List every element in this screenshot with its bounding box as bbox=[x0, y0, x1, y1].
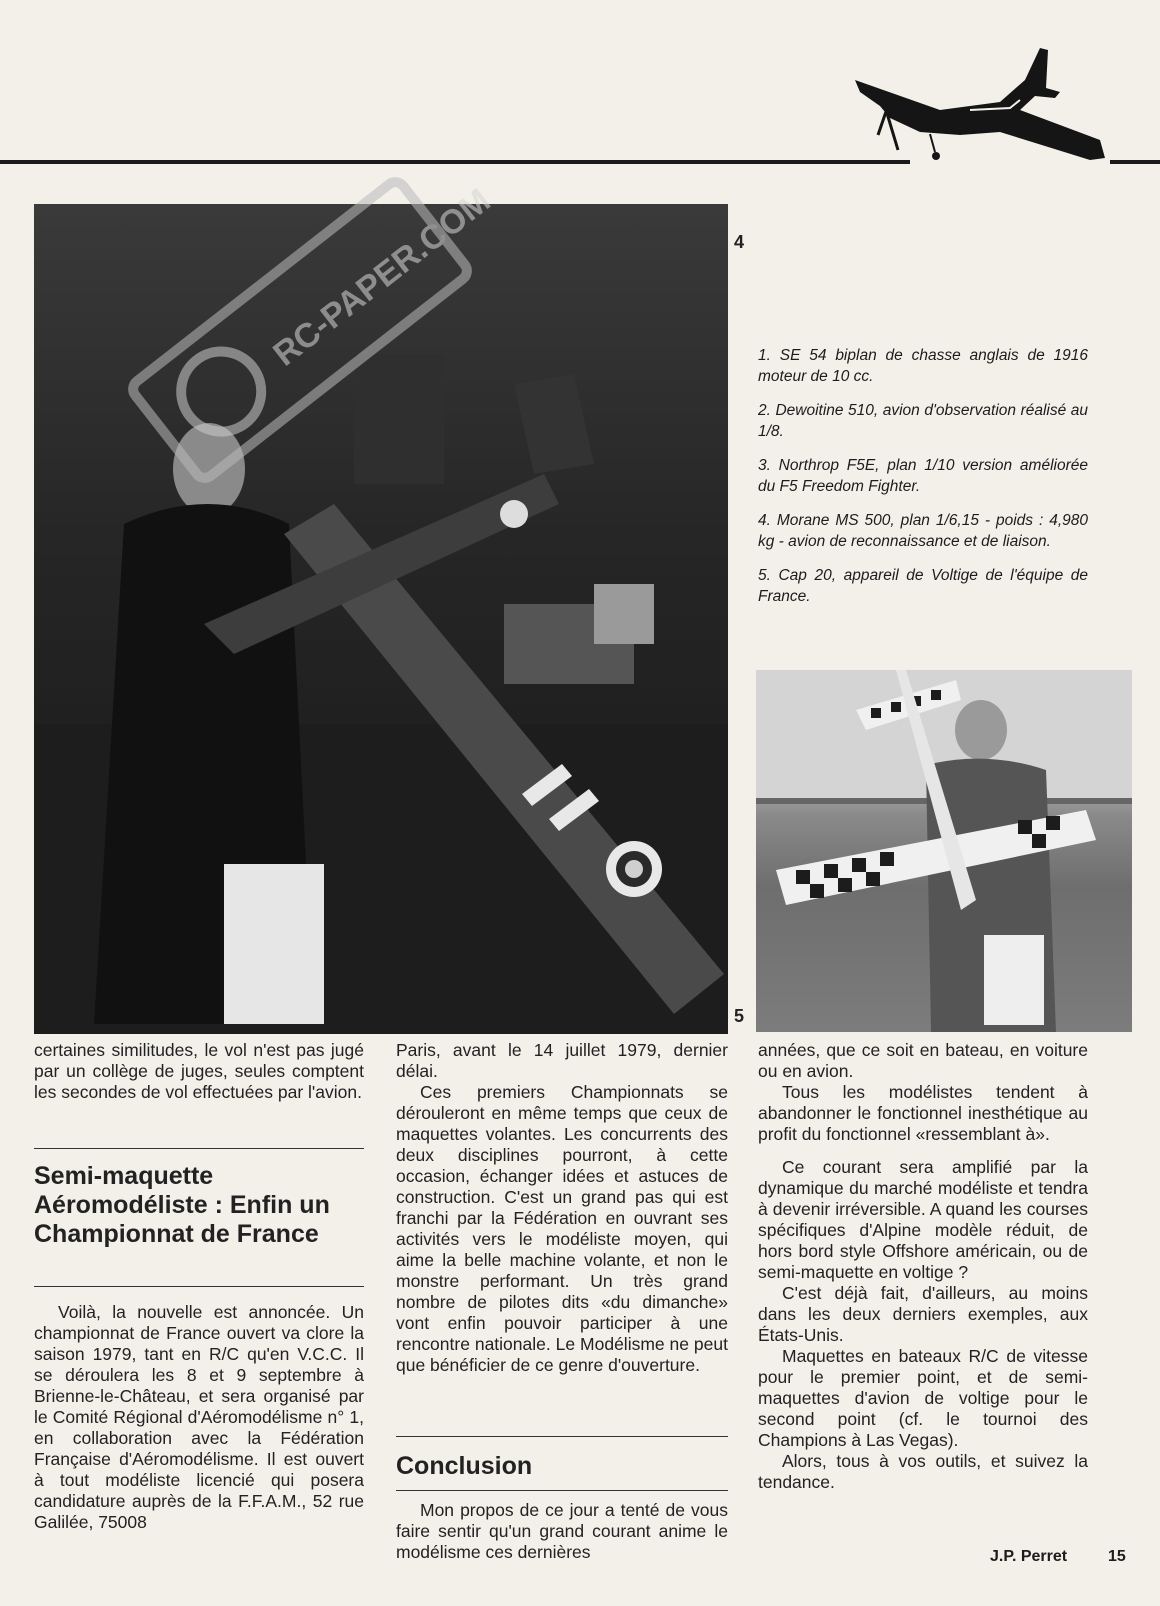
column-1-body bbox=[34, 1302, 364, 1533]
header-rule-right bbox=[1110, 160, 1160, 164]
caption-4: 4. Morane MS 500, plan 1/6,15 - poids : 4,980 kg - avion de reconnaissance et de liaison. bbox=[758, 512, 1088, 550]
section-heading-semi-maquette: Semi-maquette Aéromodéliste : Enfin un Championnat de France bbox=[34, 1162, 330, 1248]
caption-2: 2. Dewoitine 510, avion d'observation réalisé au 1/8. bbox=[758, 402, 1088, 440]
col3-paragraph-1: années, que ce soit en bateau, en voiture ou en avion. bbox=[758, 1040, 1088, 1081]
column-2-body bbox=[396, 1500, 728, 1563]
section-heading-conclusion: Conclusion bbox=[396, 1452, 533, 1480]
caption-5: 5. Cap 20, appareil de Voltige de l'équipe de France. bbox=[758, 567, 1088, 605]
caption-3: 3. Northrop F5E, plan 1/10 version améliorée du F5 Freedom Fighter. bbox=[758, 457, 1088, 495]
col3-paragraph-6: Alors, tous à vos outils, et suivez la tendance. bbox=[758, 1451, 1088, 1492]
watermark-text: RC-PAPER.COM bbox=[266, 181, 498, 374]
col2-paragraph-2: Ces premiers Championnats se dérouleront en même temps que ceux de maquettes volantes. Les concurrents des deux disciplines pourront, à cette occasion, échanger idées et astuces de construction. C'est un grand pas qui est franchi par la Fédération en ouvrant ses activités vers le modéliste moyen, qui aime la belle machine volante, et non le monstre performant. Un très grand nombre de pilotes dits «du dimanche» vont enfin pouvoir participer à une rencontre nationale. Le Modélisme ne peut que bénéficier de ce genre d'ouverture. bbox=[396, 1082, 728, 1375]
col3-paragraph-3: Ce courant sera amplifié par la dynamique du marché modéliste et tendra à devenir irréversible. A quand les courses spécifiques d'Alpine modèle réduit, de hors bord style Offshore américain, ou de semi-maquette en voltige ? bbox=[758, 1157, 1088, 1282]
col2-paragraph-3: Mon propos de ce jour a tenté de vous faire sentir qu'un grand courant anime le modélisme ces dernières bbox=[396, 1500, 728, 1562]
section-rule bbox=[34, 1286, 364, 1287]
col2-paragraph-1: Paris, avant le 14 juillet 1979, dernier délai. bbox=[396, 1040, 728, 1081]
column-3 bbox=[758, 1040, 1088, 1493]
figure-number-4: 4 bbox=[734, 232, 745, 252]
photo-captions bbox=[758, 345, 1088, 620]
photo-cap20 bbox=[756, 670, 1132, 1032]
col1-intro: certaines similitudes, le vol n'est pas jugé par un collège de juges, seules comptent les secondes de vol effectuées par l'avion. bbox=[34, 1040, 364, 1102]
col3-paragraph-2: Tous les modélistes tendent à abandonner le fonctionnel inesthétique au profit du fonctionnel «ressemblant à». bbox=[758, 1082, 1088, 1144]
section-rule bbox=[396, 1490, 728, 1491]
caption-1: 1. SE 54 biplan de chasse anglais de 1916 moteur de 10 cc. bbox=[758, 347, 1088, 385]
column-1 bbox=[34, 1040, 364, 1103]
photo-illustration-cap20 bbox=[756, 670, 1132, 1032]
col1-paragraph: Voilà, la nouvelle est annoncée. Un championnat de France ouvert va clore la saison 1979, tant en R/C qu'en V.C.C. Il se déroulera les 8 et 9 septembre à Brienne-le-Château, et sera organisé par le Comité Régional d'Aéromodélisme n° 1, en collaboration avec la Fédération Française d'Aéromodélisme. Il est ouvert à tout modéliste licencié qui posera candidature auprès de la F.F.A.M., 52 rue Galilée, 75008 bbox=[34, 1302, 364, 1532]
section-rule bbox=[396, 1436, 728, 1437]
figure-number-5: 5 bbox=[734, 1006, 745, 1026]
airplane-icon bbox=[850, 40, 1110, 170]
watermark-logo bbox=[90, 160, 510, 500]
section-rule bbox=[34, 1148, 364, 1149]
column-2 bbox=[396, 1040, 728, 1376]
page-number: 15 bbox=[1108, 1548, 1126, 1565]
col3-paragraph-4: C'est déjà fait, d'ailleurs, au moins dans les deux derniers exemples, aux États-Unis. bbox=[758, 1283, 1088, 1345]
col3-paragraph-5: Maquettes en bateaux R/C de vitesse pour le premier point, et de semi-maquettes d'avion de voltige pour le second point (cf. le tournoi des Champions à Las Vegas). bbox=[758, 1346, 1088, 1450]
author-signature: J.P. Perret bbox=[990, 1548, 1068, 1565]
